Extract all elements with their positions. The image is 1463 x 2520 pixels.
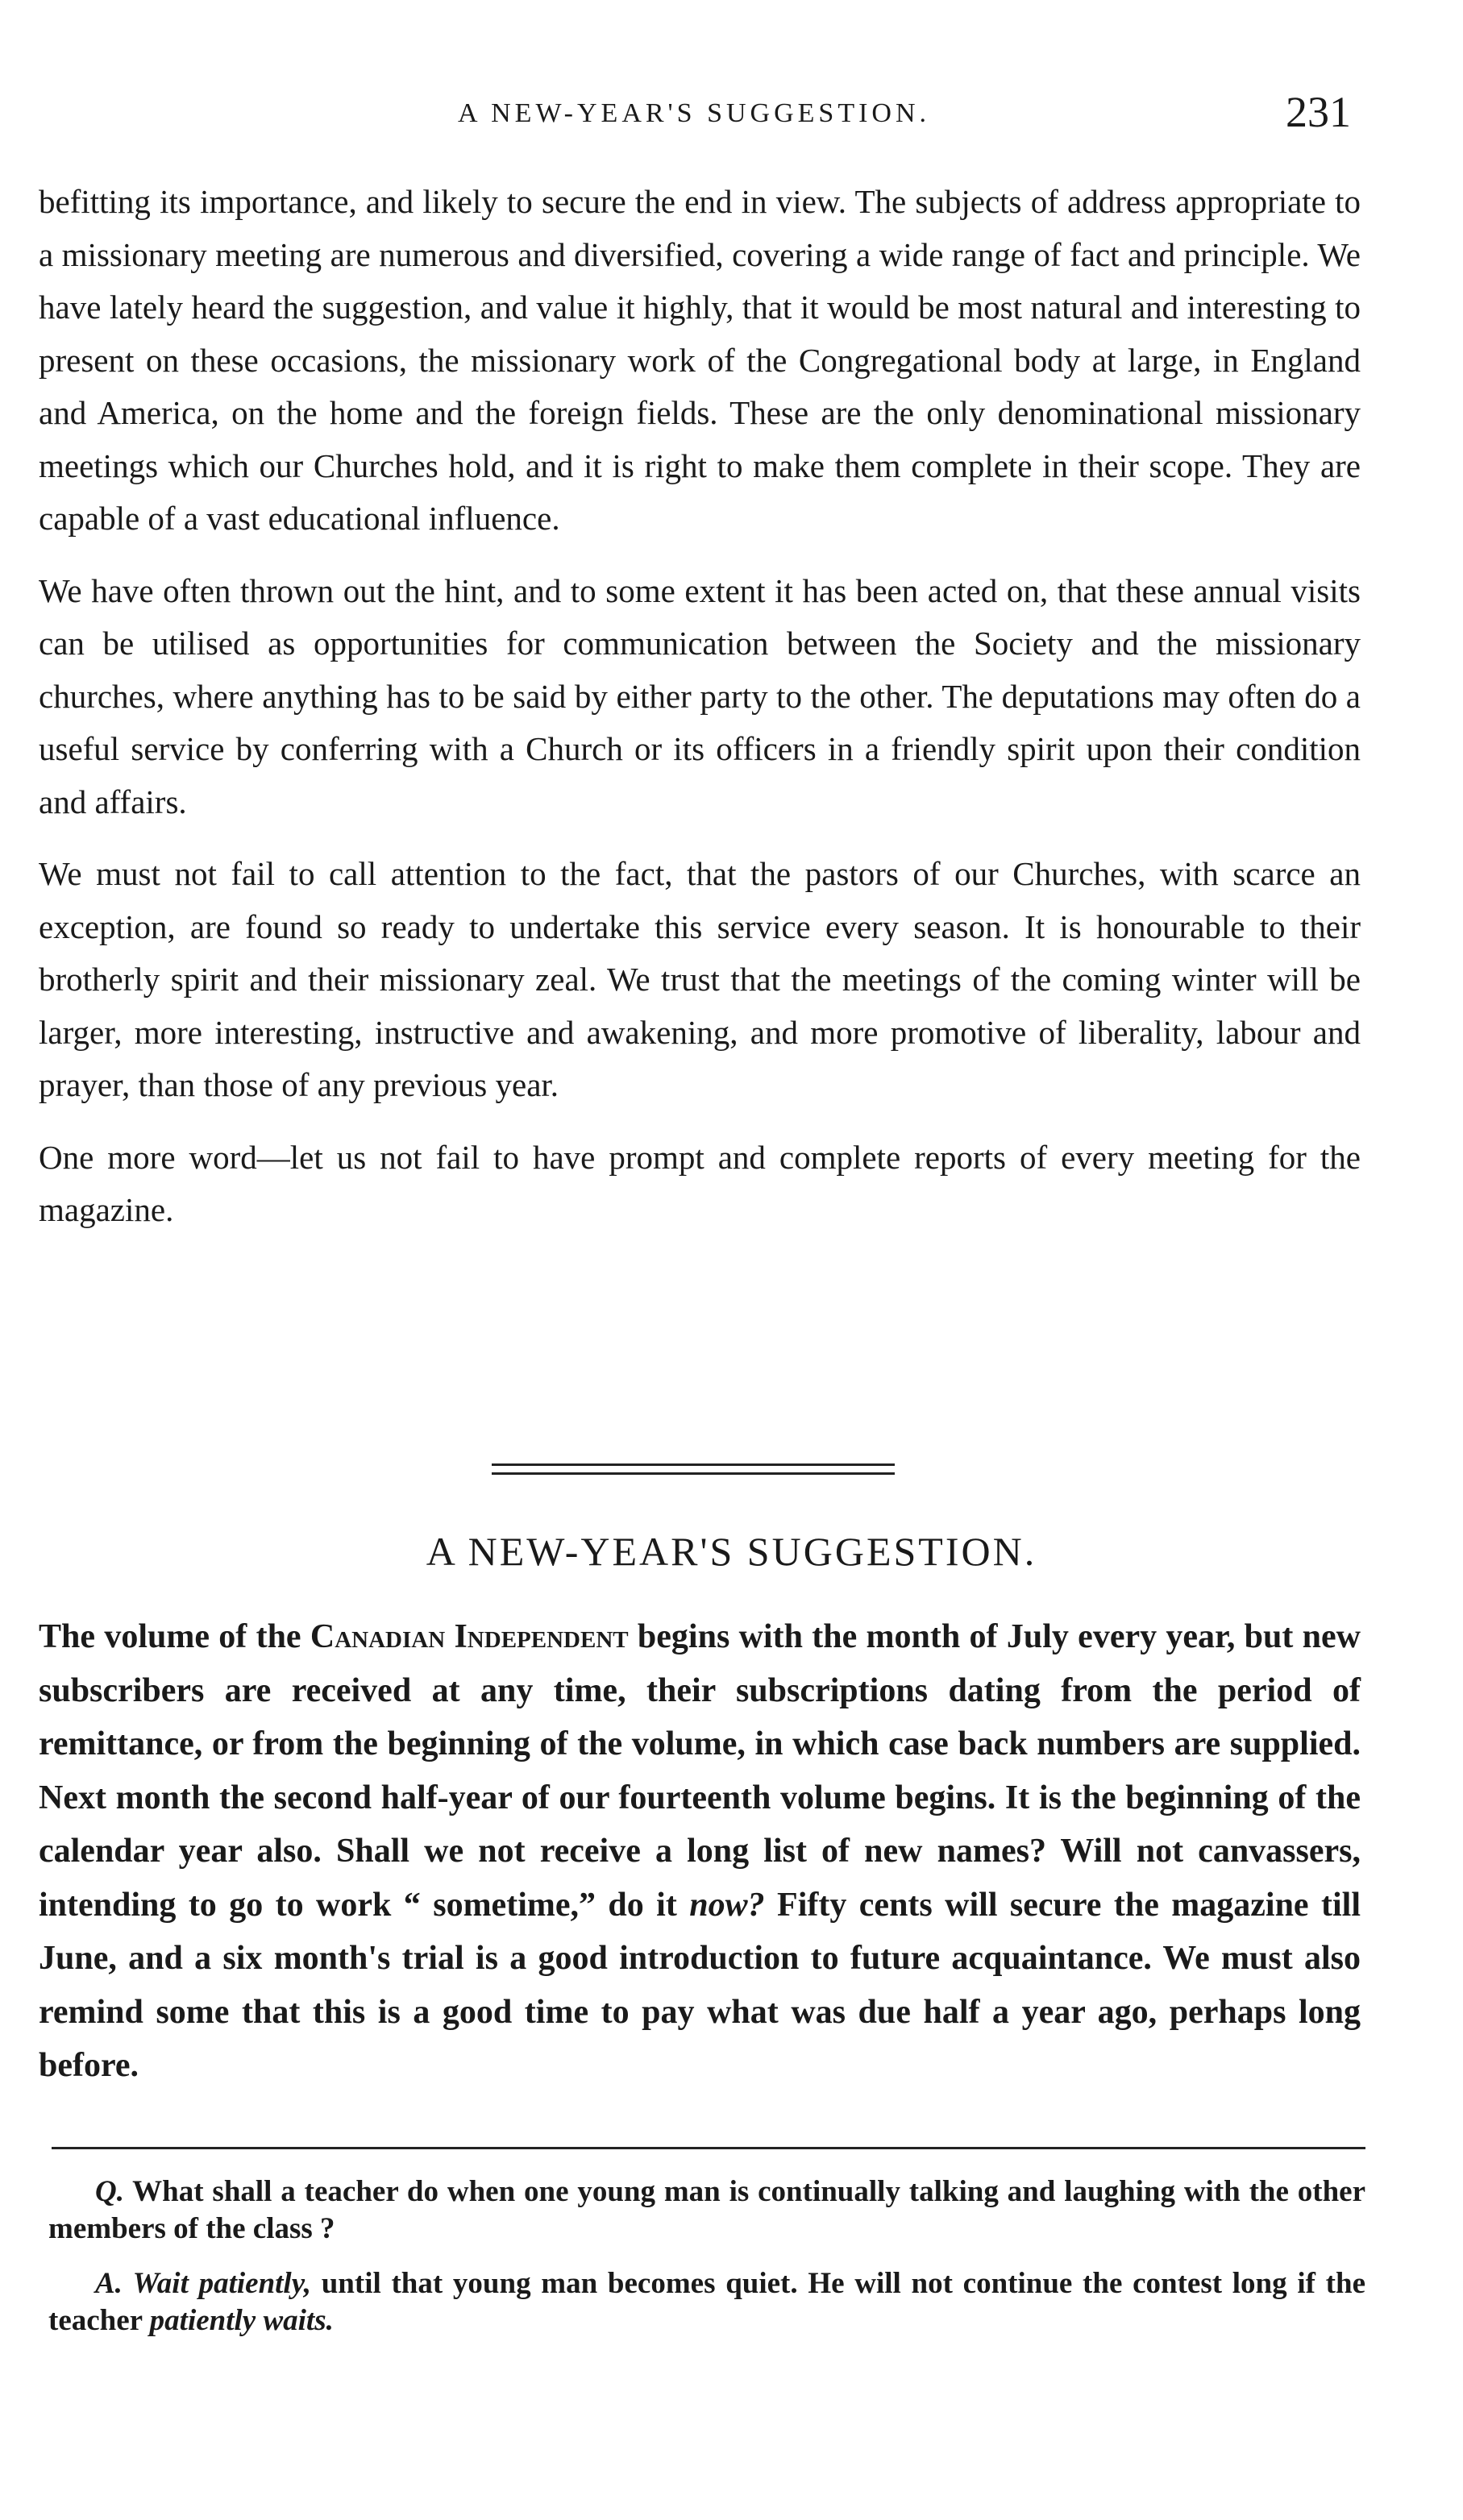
article-continuation <box>39 176 1361 1256</box>
section-heading: A NEW-YEAR'S SUGGESTION. <box>426 1529 1037 1574</box>
emphasis: now? <box>689 1886 765 1924</box>
text-run: begins with the month of July every year, but new subscribers are received at any time, their subscriptions dating from the period of remittance, or from the beginning of the volume, in which case back numbers are supplied. Next month the second half-year of our fourteenth volume begins. It is the beginning of the calendar year also. Shall we not receive a long list of new names? Will not canvassers, intending to go to work “ sometime,” do it <box>39 1618 1361 1924</box>
section-divider <box>492 1463 895 1475</box>
answer-emphasis: Wait patiently, <box>132 2267 312 2300</box>
answer-emphasis-end: patiently waits. <box>149 2304 334 2337</box>
publication-name: Canadian Independent <box>310 1618 629 1655</box>
question-answer <box>48 2173 1365 2357</box>
running-title: A NEW-YEAR'S SUGGESTION. <box>457 98 931 128</box>
section-paragraph <box>39 1610 1361 2093</box>
answer-text: until that young man becomes quiet. He will not continue the contest long if the teacher <box>48 2267 1365 2337</box>
answer <box>48 2265 1365 2339</box>
text-run: The volume of the <box>39 1618 310 1655</box>
answer-label: A. <box>95 2267 123 2300</box>
text-run: Fifty cents will secure the magazine till June, and a six month's trial is a good introduction to future acquaintance. We must also remind some that this is a good time to pay what was due half a year ago, perhaps long before. <box>39 1886 1361 2084</box>
page-number: 231 <box>1286 88 1351 136</box>
question-text: What shall a teacher do when one young man is continually talking and laughing with the other members of the class ? <box>48 2175 1365 2245</box>
paragraph: We have often thrown out the hint, and to some extent it has been acted on, that these annual visits can be utilised as opportunities for communication between the Society and the missionary churches, where anything has to be said by either party to the other. The deputations may often do a useful service by conferring with a Church or its officers in a friendly spirit upon their condition and affairs. <box>39 571 1361 820</box>
question-label: Q. <box>95 2175 124 2208</box>
paragraph: We must not fail to call attention to the fact, that the pastors of our Churches, with scarce an exception, are found so ready to undertake this service every season. It is honourable to their brotherly spirit and their missionary zeal. We trust that the meetings of the coming winter will be larger, more interesting, instructive and awakening, and more promotive of liberality, labour and prayer, than those of any previous year. <box>39 855 1361 1103</box>
question <box>48 2173 1365 2248</box>
section-body <box>39 1610 1361 2093</box>
horizontal-rule <box>52 2147 1365 2149</box>
paragraph: One more word—let us not fail to have prompt and complete reports of every meeting for the magazine. <box>39 1138 1361 1228</box>
running-head <box>37 87 1351 143</box>
paragraph: befitting its importance, and likely to secure the end in view. The subjects of address appropriate to a missionary meeting are numerous and diversified, covering a wide range of fact and principle. We have lately heard the suggestion, and value it highly, that it would be most natural and interesting to present on these occasions, the missionary work of the Congregational body at large, in England and America, on the home and the foreign fields. These are the only denominational missionary meetings which our Churches hold, and it is right to make them complete in their scope. They are capable of a vast educational influence. <box>39 183 1361 537</box>
